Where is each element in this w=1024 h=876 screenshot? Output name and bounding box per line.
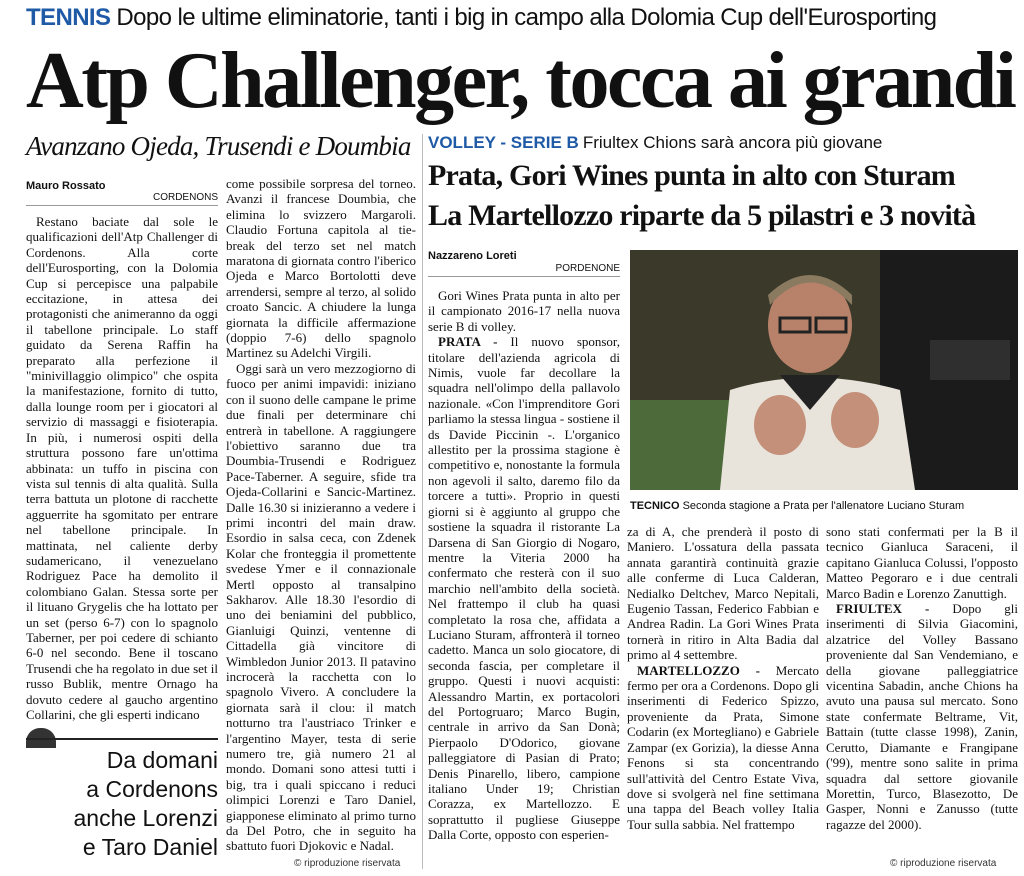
pull-quote xyxy=(26,738,218,858)
volley-copyright: © riproduzione riservata xyxy=(890,858,997,869)
volley-column-1 xyxy=(428,288,620,866)
paragraph-lead: MARTELLOZZO - xyxy=(637,662,760,678)
paragraph-lead: FRIULTEX - xyxy=(836,601,930,617)
tennis-location: CORDENONS xyxy=(26,192,218,206)
volley-col3-p1: sono stati confermati per la B il tecnico Gianluca Saraceni, il capitano Gianluca Colussi, l'opposto Matteo Pegoraro e i due centrali Marco Badin e Lorenzo Zanuttigh. xyxy=(826,524,1018,601)
coach-photo-illustration xyxy=(630,250,1018,490)
volley-col1-p2: Il nuovo sponsor, titolare dell'azienda agricola di Nimis, vuole far decollare la squadra nell'olimpo della pallavolo nazionale. «Con l'imprenditore Gori parliamo la stessa lingua - sostiene il ds Davide Piccinin -. L'organico allestito per la prossima stagione è competitivo e, nonostante la formula non agevoli il salto, daremo filo da torcere a tutti». Proprio in questi giorni si è aggiunto al gruppo che sostiene la squadra il ristorante La Darsena di San Giorgio di Nogaro, mentre la Viteria 2000 ha confermato che resterà con il suo marchio nell'ambito della società. Nel frattempo il club ha quasi completato la rosa che, affidata a Luciano Sturam, affronterà il torneo cadetto. Manca un solo giocatore, di seconda fascia, per completare il gruppo. Questi i nuovi acquisti: Alessandro Martin, ex portacolori del Portogruaro; Marco Bugin, centrale in arrivo da San Donà; Pierpaolo D'Odorico, giovane palleggiatore di Pasian di Prato; Denis Pinarello, libero, campione italiano Under 19; Christian Corazza, ex Martellozzo. E soprattutto il pugliese Giuseppe Dalla Corte, opposto con esperien- xyxy=(428,334,620,843)
volley-col2-p1: za di A, che prenderà il posto di Maniero. L'ossatura della passata annata garantirà continuità grazie alle conferme di Luca Calderan, Nedialko Deltchev, Marco Nepitali, Eugenio Tassan, Federico Fabbian e Andrea Radin. La Gori Wines Prata tornerà in ritiro in Alta Badia dal primo al 4 settembre. xyxy=(627,524,819,663)
pull-quote-line: anche Lorenzi xyxy=(73,805,218,831)
volley-headline-1: Prata, Gori Wines punta in alto con Sturam xyxy=(428,159,955,192)
tennis-column-2 xyxy=(226,176,416,856)
main-headline: Atp Challenger, tocca ai grandi xyxy=(26,37,1015,125)
kicker-text: Friultex Chions sarà ancora più giovane xyxy=(582,133,883,152)
tennis-col2-p1: come possibile sorpresa del torneo. Avanzi il francese Doumbia, che elimina lo svizzero Margaroli. Claudio Fortuna capitola al tie-break del terzo set nel match maratona di giornata contro l'iberico Ojeda e Marco Bortolotti deve arrendersi, sempre al terzo, al solido croato Sancic. A chiudere la lunga giornata la difficile affermazione (doppio 7-6) dello spagnolo Martinez su Adelchi Virgili. xyxy=(226,176,416,361)
volley-headline-2: La Martellozzo riparte da 5 pilastri e 3 novità xyxy=(428,199,976,232)
pull-quote-line: Da domani xyxy=(106,747,218,773)
caption-tag: TECNICO xyxy=(630,500,680,512)
volley-byline: Nazzareno Loreti xyxy=(428,250,517,262)
paragraph-lead: PRATA - xyxy=(438,334,498,350)
tennis-subhead: Avanzano Ojeda, Trusendi e Doumbia xyxy=(26,131,411,161)
tennis-copyright: © riproduzione riservata xyxy=(294,858,401,869)
section-divider xyxy=(422,134,423,869)
volley-col2-p2: Mercato fermo per ora a Cordenons. Dopo gli inserimenti di Federico Spizzo, proveniente da Prata, Simone Codarin (ex Mortegliano) e Gabriele Zampar (ex Gorizia), la diesse Anna Fenons si sta concentrando sull'attività del Centro Estate Viva, dove si svolgerà nel fine settimana una tappa del Beach volley Italia Tour sulla sabbia. Nel frattempo xyxy=(627,662,819,832)
tennis-column-1 xyxy=(26,214,218,724)
volley-location: PORDENONE xyxy=(428,263,620,277)
caption-text: Seconda stagione a Prata per l'allenatore Luciano Sturam xyxy=(682,500,965,512)
volley-column-2 xyxy=(627,524,819,862)
pull-quote-line: e Taro Daniel xyxy=(82,834,218,860)
kicker-text: Dopo le ultime eliminatorie, tanti i big in campo alla Dolomia Cup dell'Eurosporting xyxy=(116,4,937,31)
coach-photo xyxy=(630,250,1018,490)
tennis-kicker xyxy=(26,4,1016,34)
volley-column-3 xyxy=(826,524,1018,854)
tennis-byline: Mauro Rossato xyxy=(26,180,106,192)
volley-kicker xyxy=(428,133,1018,157)
photo-caption xyxy=(630,500,1018,518)
volley-col1-p1: Gori Wines Prata punta in alto per il campionato 2016-17 nella nuova serie B di volley. xyxy=(428,288,620,334)
section-tag: VOLLEY - SERIE B xyxy=(428,133,579,152)
tennis-col2-p2: Oggi sarà un vero mezzogiorno di fuoco per animi impavidi: iniziano con il suono delle campane le prime due finali per determinare chi entrerà in tabellone. A raggiungere l'obiettivo saranno due tra Doumbia-Trusendi e Rodriguez Pace-Taberner. A seguire, sfide tra Ojeda-Collarini e Sancic-Martinez. Dalle 16.30 si inizieranno a vedere i primi incontri del main draw. Esordio in salsa ceca, con Zdenek Kolar che fronteggia il promettente svedese Ymer e il connazionale Mertl opposto al transalpino Sakharov. Alle 18.30 l'esordio di uno dei beniamini del pubblico, Gianluigi Quinzi, ventenne di Cittadella già vincitore di Wimbledon Junior 2013. Il patavino incrocerà la racchetta con lo spagnolo Vivero. A concludere la giornata sarà il clou: il match notturno tra l'austriaco Trinker e l'argentino Mayer, testa di serie numero tre, già numero 21 al mondo. Domani sono attesi tutti i big, tra i quali spiccano i reduci olimpici Lorenzi e Taro Daniel, giapponese eliminato al primo turno da Del Potro, che in seguito ha sbattuto fuori Djokovic e Nadal. xyxy=(226,360,416,854)
section-tag: TENNIS xyxy=(26,4,111,31)
volley-col3-p2: Dopo gli inserimenti di Silvia Giacomini, alzatrice del Volley Bassano proveniente dal San Vendemiano, e della giovane palleggiatrice vicentina Sabadin, anche Chions ha avuto una pausa sul mercato. Sono state confermate Beltrame, Vit, Battain (tutte classe 1998), Zanin, Cerutto, Diamante e Frangipane ('99), mentre sono salite in prima squadra dal settore giovanile Morettin, Turco, Blasezotto, De Gasper, Nonni e Zanusso (tutte ragazze del 2000). xyxy=(826,601,1018,832)
tennis-col1-text: Restano baciate dal sole le qualificazioni dell'Atp Challenger di Cordenons. Alla corte dell'Eurosporting, con la Dolomia Cup si percepisce una palpabile eccitazione, in attesa dei protagonisti che animeranno da oggi il tabellone principale. Lo staff guidato da Serena Raffin ha preparato alla perfezione il "minivillaggio olimpico" che ospita la manifestazione, fornito di tutto, dalla lounge room per i giocatori al servizio di massaggi e fisioterapia. In più, i numerosi ospiti della struttura possono fare un'ottima abbinata: un tuffo in piscina con vista sul tennis di alta qualità. Sulla terra battuta un plotone di racchette agguerrite ha sgomitato per entrare nel tabellone principale. In mattinata, nel caliente derby sudamericano, il venezuelano Rodriguez Pace ha demolito il colombiano Galan. Stessa sorte per il lituano Grygelis che ha lottato per un set (perso 6-7) con lo spagnolo Taberner, per poi cedere di schianto 6-0 nel secondo. Bene il toscano Trusendi che ha regolato in due set il russo Bublik, mentre Ornago ha dovuto cedere al gaucho argentino Collarini, che gli esperti indicano xyxy=(26,214,218,722)
pull-quote-line: a Cordenons xyxy=(86,776,218,802)
